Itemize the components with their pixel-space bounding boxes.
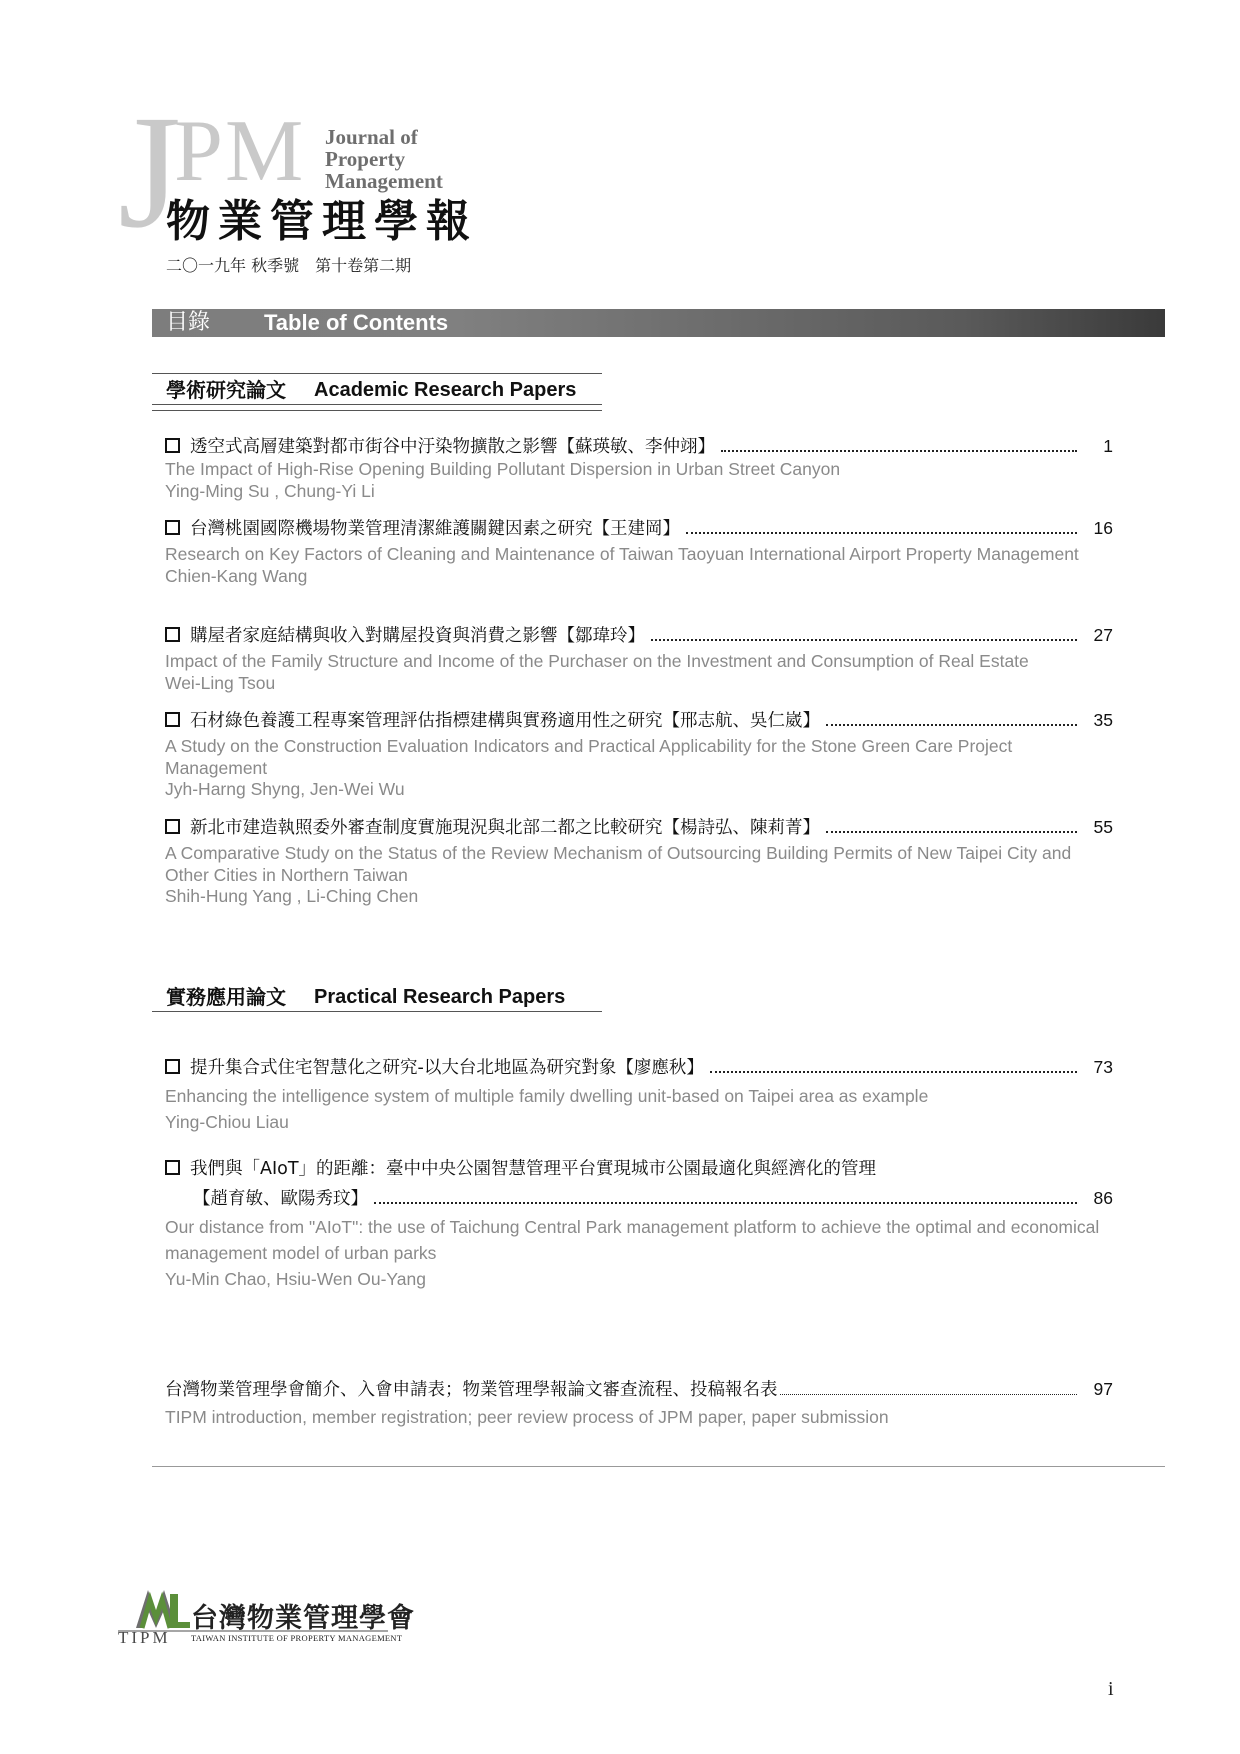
toc-entry[interactable] <box>165 815 1113 908</box>
toc-entry[interactable] <box>165 1055 1113 1135</box>
toc-header-en: Table of Contents <box>264 310 449 335</box>
dot-leader <box>710 1071 1077 1073</box>
toc-entry[interactable] <box>165 708 1113 801</box>
entry-authors: Wei-Ling Tsou <box>165 672 276 693</box>
entry-title-zh: 台灣桃園國際機場物業管理清潔維護關鍵因素之研究【王建岡】 <box>190 519 680 539</box>
entry-title-en: The Impact of High-Rise Opening Building Pollutant Dispersion in Urban Street Canyon <box>165 459 841 479</box>
checkbox-bullet-icon <box>165 627 180 642</box>
entry-title-en: Enhancing the intelligence system of multiple family dwelling unit-based on Taipei area as example <box>165 1086 929 1106</box>
entry-authors: Ying-Ming Su , Chung-Yi Li <box>165 480 375 501</box>
entry-page-number: 35 <box>1093 710 1113 730</box>
entry-authors: Ying-Chiou Liau <box>165 1112 289 1132</box>
entry-title-en: Our distance from "AIoT": the use of Taichung Central Park management platform to achieve the optimal and economical management model of urban parks <box>165 1217 1100 1263</box>
section-header-academic <box>152 373 602 405</box>
entry-page-number: 86 <box>1093 1188 1113 1208</box>
entry-title-en: A Comparative Study on the Status of the Review Mechanism of Outsourcing Building Permits of New Taipei City and Other Cities in Northern Taiwan <box>165 843 1072 885</box>
dot-leader <box>374 1202 1077 1204</box>
section-header-en: Practical Research Papers <box>314 986 566 1008</box>
journal-name-zh: 物業管理學報 <box>166 196 478 247</box>
entry-title-row <box>165 1055 1113 1080</box>
section-header-zh: 學術研究論文 <box>166 378 286 402</box>
journal-name-en-line2: Property <box>325 147 406 171</box>
checkbox-bullet-icon <box>165 819 180 834</box>
entry-authors: Jyh-Harng Shyng, Jen-Wei Wu <box>165 779 405 799</box>
checkbox-bullet-icon <box>165 712 180 727</box>
dot-leader <box>826 724 1077 726</box>
tipm-letters: TIPM <box>118 1628 171 1647</box>
dot-leader <box>826 831 1077 833</box>
issue-info: 二〇一九年 秋季號 第十卷第二期 <box>166 256 412 275</box>
journal-name-en <box>325 126 443 192</box>
entry-authors: Shih-Hung Yang , Li-Ching Chen <box>165 886 419 906</box>
entry-title-zh: 購屋者家庭結構與收入對購屋投資與消費之影響【鄒瑋玲】 <box>190 626 645 646</box>
entry-title-zh: 我們與「AIoT」的距離：臺中中央公園智慧管理平台實現城市公園最適化與經濟化的管理 <box>190 1159 877 1179</box>
checkbox-bullet-icon <box>165 520 180 535</box>
entry-title-row <box>165 1157 1113 1181</box>
journal-name-en-line3: Management <box>325 169 443 193</box>
section-header-zh: 實務應用論文 <box>166 985 286 1009</box>
entry-title-zh: 台灣物業管理學會簡介、入會申請表；物業管理學報論文審查流程、投稿報名表 <box>165 1380 778 1400</box>
page-number: i <box>1108 1678 1114 1700</box>
checkbox-bullet-icon <box>165 1160 180 1175</box>
dot-leader <box>651 639 1077 641</box>
entry-title-en: A Study on the Construction Evaluation Indicators and Practical Applicability for the Stone Green Care Project Management <box>165 736 1013 778</box>
entry-title-row <box>165 623 1113 648</box>
entry-title-row <box>165 815 1113 840</box>
entry-page-number: 1 <box>1103 436 1113 456</box>
checkbox-bullet-icon <box>165 1059 180 1074</box>
entry-page-number: 73 <box>1093 1057 1113 1077</box>
entry-title-row-2 <box>165 1186 1113 1211</box>
checkbox-bullet-icon <box>165 438 180 453</box>
entry-page-number: 27 <box>1093 625 1113 645</box>
toc-entry-appendix[interactable] <box>165 1377 1113 1429</box>
toc-entry[interactable] <box>165 1157 1113 1292</box>
toc-header-zh: 目錄 <box>166 310 211 335</box>
entry-page-number: 16 <box>1093 518 1113 538</box>
bottom-rule <box>152 1466 1165 1467</box>
entry-authors: Chien-Kang Wang <box>165 565 308 586</box>
entry-title-en: Impact of the Family Structure and Income of the Purchaser on the Investment and Consumption of Real Estate <box>165 651 1029 671</box>
entry-title-zh: 提升集合式住宅智慧化之研究-以大台北地區為研究對象【廖應秋】 <box>190 1058 704 1078</box>
tipm-name-zh: 台灣物業管理學會 <box>191 1603 415 1634</box>
section-rule <box>152 410 602 411</box>
entry-title-zh: 透空式高層建築對都市街谷中汙染物擴散之影響【蘇瑛敏、李仲翊】 <box>190 437 715 457</box>
entry-title-zh: 新北市建造執照委外審查制度實施現況與北部二都之比較研究【楊詩弘、陳莉菁】 <box>190 818 820 838</box>
toc-entry[interactable] <box>165 516 1113 587</box>
entry-title-row <box>165 1377 1113 1402</box>
entry-title-en: TIPM introduction, member registration; peer review process of JPM paper, paper submission <box>165 1407 889 1427</box>
entry-title-row <box>165 516 1113 541</box>
entry-title-zh-line2: 【趙育敏、歐陽秀玟】 <box>193 1189 368 1209</box>
dot-leader <box>780 1394 1078 1395</box>
dot-leader <box>686 532 1077 534</box>
toc-header-bar <box>152 309 1165 337</box>
entry-title-en: Research on Key Factors of Cleaning and Maintenance of Taiwan Taoyuan International Airport Property Management <box>165 544 1079 564</box>
entry-title-row <box>165 434 1113 459</box>
logo-letters-pm: PM <box>174 103 306 200</box>
toc-entry[interactable] <box>165 623 1113 694</box>
logo-letter-j: J <box>118 83 182 262</box>
tipm-name-en: TAIWAN INSTITUTE OF PROPERTY MANAGEMENT <box>191 1633 403 1643</box>
toc-entry[interactable] <box>165 434 1113 502</box>
entry-page-number: 97 <box>1093 1379 1113 1399</box>
section-header-practical <box>152 983 602 1012</box>
journal-name-en-line1: Journal of <box>325 125 418 149</box>
section-header-en: Academic Research Papers <box>314 379 577 401</box>
dot-leader <box>721 450 1077 452</box>
entry-title-zh: 石材綠色養護工程專案管理評估指標建構與實務適用性之研究【邢志航、吳仁崴】 <box>190 711 820 731</box>
entry-authors: Yu-Min Chao, Hsiu-Wen Ou-Yang <box>165 1269 426 1289</box>
entry-page-number: 55 <box>1093 817 1113 837</box>
entry-title-row <box>165 708 1113 733</box>
